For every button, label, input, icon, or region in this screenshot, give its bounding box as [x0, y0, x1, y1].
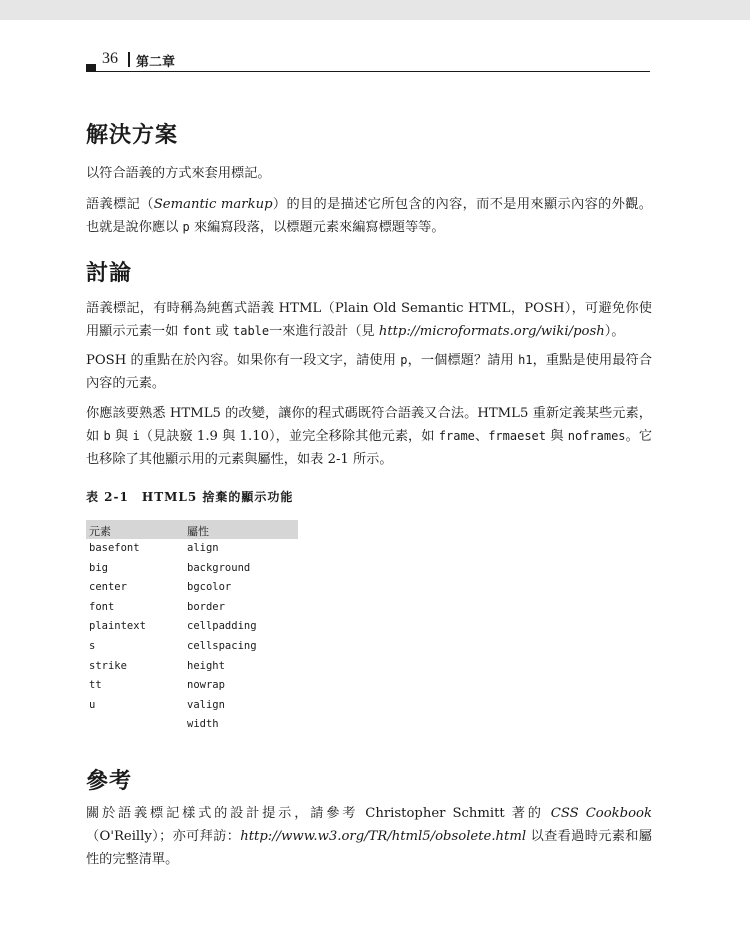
- posh-link[interactable]: http://microformats.org/wiki/posh: [378, 324, 605, 339]
- discussion-heading: 討論: [86, 261, 133, 286]
- table-row: [86, 578, 298, 598]
- element-cell: plaintext: [89, 620, 146, 633]
- chapter-label: 第二章: [136, 55, 176, 70]
- table-row: [86, 676, 298, 696]
- attribute-cell: height: [187, 659, 225, 672]
- discussion-paragraph-3: 你應該要熟悉 HTML5 的改變，讓你的程式碼既符合語義又合法。HTML5 重新定義某些元素，如 b 與 i（見訣竅 1.9 與 1.10），並完全移除其他元素，如 frame、frmaeset 與 noframes。它也移除了其他顯示用的元素與屬性，如表 2-1 所示。: [86, 406, 653, 467]
- header-element: 元素: [89, 525, 111, 538]
- header-mark: [86, 64, 96, 71]
- element-cell: center: [89, 581, 127, 594]
- table-row: [86, 696, 298, 716]
- header-divider: [128, 52, 130, 67]
- header-attribute: 屬性: [187, 525, 209, 538]
- attribute-cell: cellpadding: [187, 620, 257, 633]
- element-cell: strike: [89, 659, 127, 672]
- attribute-cell: align: [187, 542, 219, 554]
- references-paragraph: 關於語義標記樣式的設計提示，請參考 Christopher Schmitt 著的 CSS Cookbook（O'Reilly）；亦可拜訪：http://www.w3.org/TR/html5/obsolete.html 以查看過時元素和屬性的完整清單。: [86, 806, 652, 867]
- table-header: [86, 520, 298, 539]
- table-row: [86, 637, 298, 657]
- w3c-obsolete-link[interactable]: http://www.w3.org/TR/html5/obsolete.html: [240, 829, 527, 844]
- header-rule: [86, 71, 650, 72]
- references-heading: 參考: [86, 769, 133, 794]
- attribute-cell: background: [187, 561, 251, 574]
- deprecated-features-table: [86, 520, 298, 735]
- table-row: [86, 657, 298, 677]
- attribute-cell: nowrap: [187, 679, 225, 692]
- attribute-cell: width: [187, 718, 219, 731]
- solution-heading: 解決方案: [86, 123, 179, 148]
- element-cell: basefont: [89, 542, 140, 554]
- page-header: [86, 50, 650, 74]
- element-cell: u: [89, 698, 96, 711]
- table-row: [86, 559, 298, 579]
- table-row: [86, 617, 298, 637]
- page-number: 36: [102, 50, 118, 67]
- attribute-cell: valign: [187, 698, 225, 711]
- element-cell: tt: [89, 679, 102, 692]
- table-row: [86, 598, 298, 618]
- element-cell: big: [89, 561, 108, 574]
- table-caption: 表 2-1 HTML5 捨棄的顯示功能: [86, 490, 294, 504]
- solution-paragraph-1: 以符合語義的方式來套用標記。: [86, 166, 271, 181]
- table-row: [86, 715, 298, 735]
- discussion-paragraph-1: 語義標記，有時稱為純舊式語義 HTML（Plain Old Semantic HTML，POSH），可避免你使用顯示元素一如 font 或 table一來進行設計（見 http://microformats.org/wiki/posh）。: [86, 301, 652, 339]
- attribute-cell: cellspacing: [187, 639, 257, 652]
- attribute-cell: bgcolor: [187, 581, 232, 594]
- top-band: [0, 0, 750, 20]
- table-row: [86, 539, 298, 559]
- solution-paragraph-2: 語義標記（Semantic markup）的目的是描述它所包含的內容，而不是用來顯示內容的外觀。也就是說你應以 p 來編寫段落，以標題元素來編寫標題等等。: [86, 197, 652, 235]
- element-cell: font: [89, 600, 115, 613]
- element-cell: s: [89, 639, 96, 652]
- discussion-paragraph-2: POSH 的重點在於內容。如果你有一段文字，請使用 p，一個標題？請用 h1，重點是使用最符合內容的元素。: [86, 353, 652, 391]
- attribute-cell: border: [187, 600, 225, 613]
